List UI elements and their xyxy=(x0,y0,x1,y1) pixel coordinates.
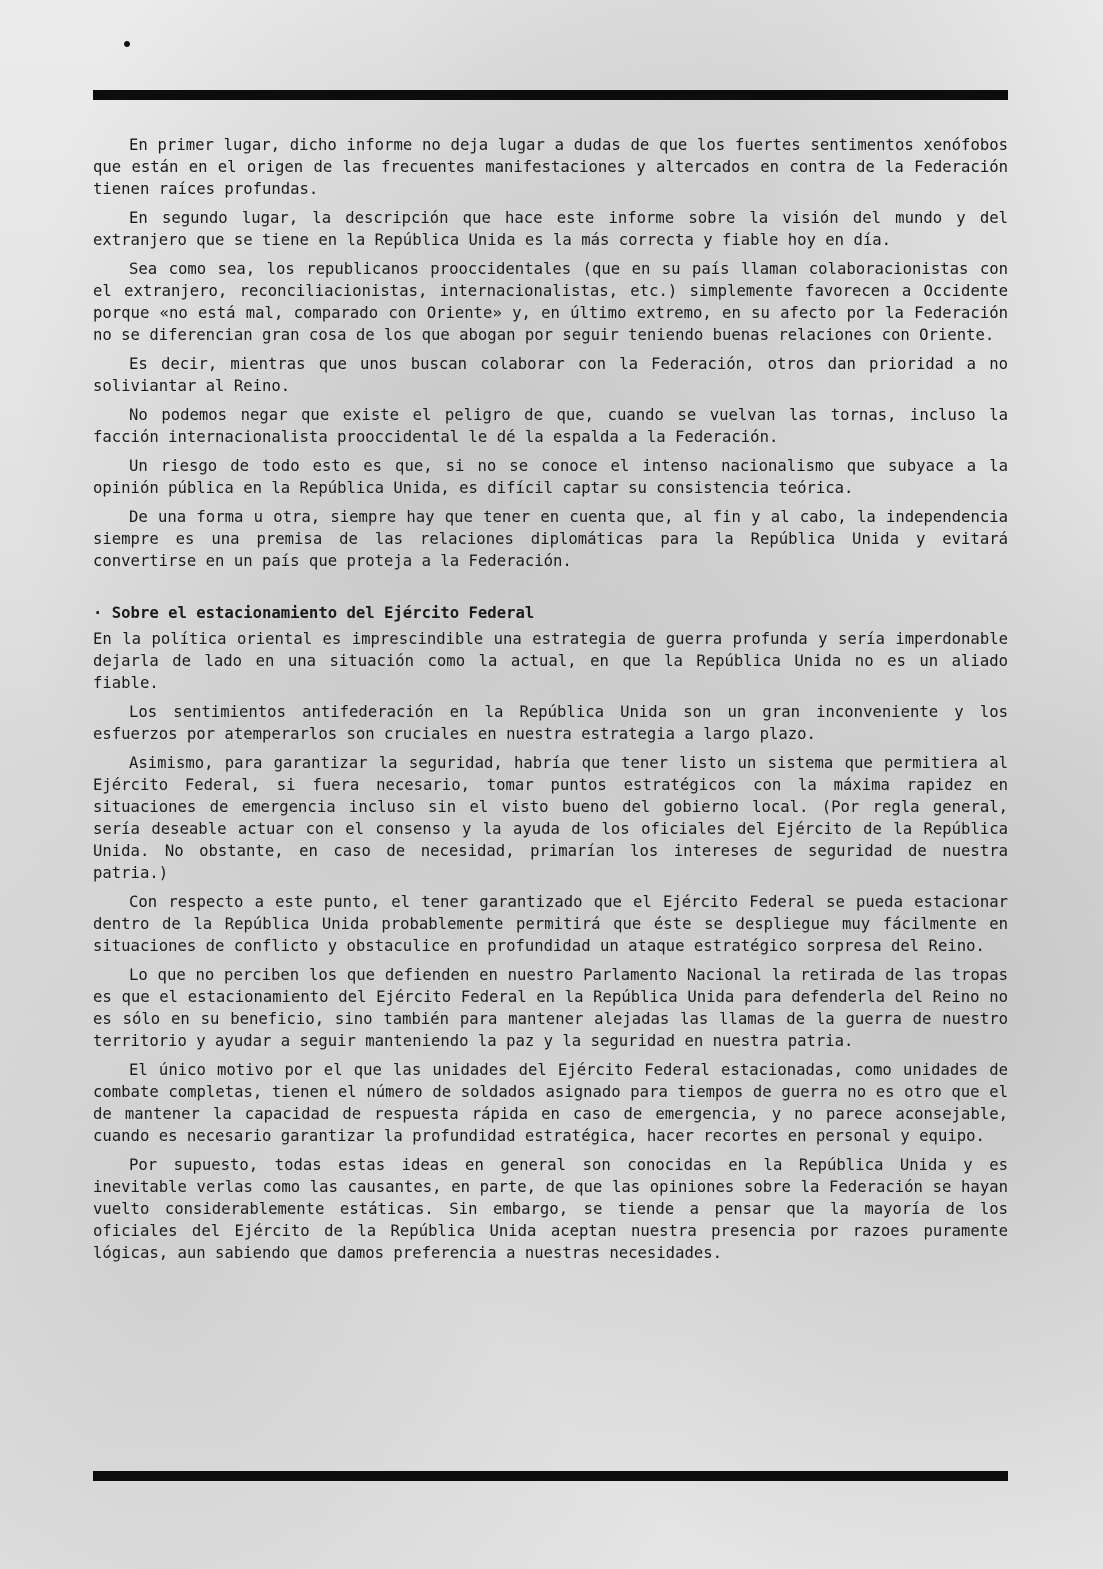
paragraph: No podemos negar que existe el peligro de que, cuando se vuelvan las tornas, incluso la facción internacionalista prooccidental le dé la espalda a la Federación. xyxy=(93,406,1008,446)
top-rule xyxy=(93,90,1008,100)
paragraph: Con respecto a este punto, el tener garantizado que el Ejército Federal se pueda estacionar dentro de la República Unida probablemente permitirá que éste se despliegue muy fácilmente en situaciones de conflicto y obstaculice en profundidad un ataque estratégico sorpresa del Reino. xyxy=(93,893,1008,955)
paragraph: En primer lugar, dicho informe no deja lugar a dudas de que los fuertes sentimentos xenófobos que están en el origen de las frecuentes manifestaciones y altercados en contra de la Federación tienen raíces profundas. xyxy=(93,136,1008,198)
paragraph: Un riesgo de todo esto es que, si no se conoce el intenso nacionalismo que subyace a la opinión pública en la República Unida, es difícil captar su consistencia teórica. xyxy=(93,457,1008,497)
paragraph: En la política oriental es imprescindible una estrategia de guerra profunda y sería imperdonable dejarla de lado en una situación como la actual, en que la República Unida no es un aliado fiable. xyxy=(93,630,1008,692)
paragraph: El único motivo por el que las unidades del Ejército Federal estacionadas, como unidades de combate completas, tienen el número de soldados asignado para tiempos de guerra no es otro que el de mantener la capacidad de respuesta rápida en caso de emergencia, y no parece aconsejable, cuando es necesario garantizar la profundidad estratégica, hacer recortes en personal y equipo. xyxy=(93,1061,1008,1145)
paragraph: Lo que no perciben los que defienden en nuestro Parlamento Nacional la retirada de las tropas es que el estacionamiento del Ejército Federal en la República Unida para defenderla del Reino no es sólo en su beneficio, sino también para mantener alejadas las llamas de la guerra de nuestro territorio y ayudar a seguir manteniendo la paz y la seguridad en nuestra patria. xyxy=(93,966,1008,1050)
paragraph: En segundo lugar, la descripción que hace este informe sobre la visión del mundo y del extranjero que se tiene en la República Unida es la más correcta y fiable hoy en día. xyxy=(93,209,1008,249)
paragraph: Los sentimientos antifederación en la República Unida son un gran inconveniente y los esfuerzos por atemperarlos son cruciales en nuestra estrategia a largo plazo. xyxy=(93,703,1008,743)
paragraph: Por supuesto, todas estas ideas en general son conocidas en la República Unida y es inevitable verlas como las causantes, en parte, de que las opiniones sobre la Federación se hayan vuelto considerablemente estáticas. Sin embargo, se tiende a pensar que la mayoría de los oficiales del Ejército de la República Unida aceptan nuestra presencia por razoes puramente lógicas, aun sabiendo que damos preferencia a nuestras necesidades. xyxy=(93,1156,1008,1262)
ink-dot xyxy=(124,41,130,47)
paragraph: De una forma u otra, siempre hay que tener en cuenta que, al fin y al cabo, la independencia siempre es una premisa de las relaciones diplomáticas para la República Unida y evitará convertirse en un país que proteja a la Federación. xyxy=(93,508,1008,570)
section-heading: · Sobre el estacionamiento del Ejército Federal xyxy=(93,604,535,622)
bottom-rule xyxy=(93,1471,1008,1481)
text-body xyxy=(93,134,1008,1271)
paragraph: Asimismo, para garantizar la seguridad, habría que tener listo un sistema que permitiera al Ejército Federal, si fuera necesario, tomar puntos estratégicos con la máxima rapidez en situaciones de emergencia incluso sin el visto bueno del gobierno local. (Por regla general, sería deseable actuar con el consenso y la ayuda de los oficiales del Ejército de la República Unida. No obstante, en caso de necesidad, primarían los intereses de seguridad de nuestra patria.) xyxy=(93,754,1008,882)
paragraph: Es decir, mientras que unos buscan colaborar con la Federación, otros dan prioridad a no soliviantar al Reino. xyxy=(93,355,1008,395)
paragraph: Sea como sea, los republicanos prooccidentales (que en su país llaman colaboracionistas con el extranjero, reconciliacionistas, internacionalistas, etc.) simplemente favorecen a Occidente porque «no está mal, comparado con Oriente» y, en último extremo, en su afecto por la Federación no se diferencian gran cosa de los que abogan por seguir teniendo buenas relaciones con Oriente. xyxy=(93,260,1008,344)
